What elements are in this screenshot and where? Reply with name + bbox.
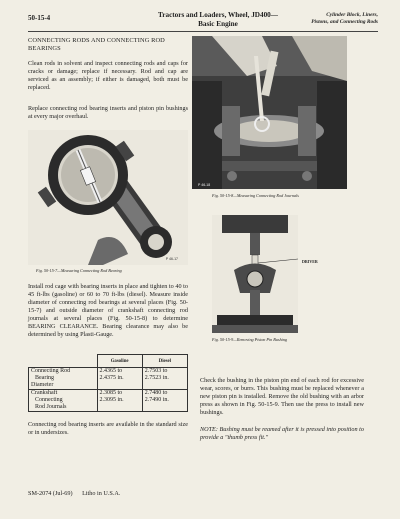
- fig7-code: P 46-17: [165, 257, 178, 261]
- table-header-diesel: Diesel: [142, 355, 187, 368]
- row-label-rod-bearing: Connecting Rod Bearing Diameter: [29, 368, 98, 390]
- figure-removing-pin-bushing: [212, 215, 298, 333]
- header-title-line1: Tractors and Loaders, Wheel, JD400—: [158, 11, 278, 19]
- table-header-row: [29, 355, 188, 368]
- section-header: [304, 12, 378, 25]
- fig7-caption: Fig. 50-15-7—Measuring Connecting Rod Bearing: [36, 268, 122, 273]
- table-header-empty: [29, 355, 98, 368]
- cell-gasoline: 2.4365 to 2.4375 in.: [97, 368, 142, 390]
- table-header-gasoline: Gasoline: [97, 355, 142, 368]
- table-row: [29, 368, 188, 390]
- table-row: [29, 390, 188, 412]
- footer-code: SM-2074 (Jul-69): [28, 490, 73, 497]
- section-header-line1: Cylinder Block, Liners,: [326, 12, 378, 18]
- paragraph-clean-rods: Clean rods in solvent and inspect connecting rods and caps for cracks or damage; replace if necessary. Rod and cap are serviced as an assembly; if either is damaged, both must be replaced.: [28, 60, 188, 91]
- paragraph-check-bushing: Check the bushing in the piston pin end of each rod for excessive wear, scores, or burrs. This bushing must be replaced whenever a new piston pin is installed. Remove the old bushing with an arbor press as shown in Fig. 50-15-9. Then use the press to install new bushings.: [200, 377, 364, 416]
- page-number: 50-15-4: [28, 14, 51, 22]
- section-header-line2: Pistons, and Connecting Rods: [311, 18, 378, 25]
- fig9-driver-label: DRIVER: [302, 259, 318, 264]
- paragraph-note-reaming: NOTE: Bushing must be reamed after it is pressed into position to provide a "thumb press fit.": [200, 426, 364, 441]
- row-label-crankshaft-journals: Crankshaft Connecting Rod Journals: [29, 390, 98, 412]
- figure-measuring-rod-bearing: [28, 130, 188, 265]
- header-title-line2: Basic Engine: [198, 20, 238, 28]
- section-title: CONNECTING RODS AND CONNECTING ROD BEARINGS: [28, 37, 165, 52]
- fig9-caption: Fig. 50-15-9—Removing Piston Pin Bushing: [212, 337, 288, 342]
- clearance-spec-table: [28, 354, 188, 412]
- fig8-code: P 46-18: [198, 183, 211, 187]
- paragraph-replace-inserts: Replace connecting rod bearing inserts and piston pin bushings at every major overhaul.: [28, 105, 188, 120]
- cell-diesel: 2.7480 to 2.7490 in.: [142, 390, 187, 412]
- page-footer: [28, 490, 120, 497]
- footer-litho: Litho in U.S.A.: [82, 490, 121, 497]
- header-rule: [28, 31, 378, 32]
- paragraph-install-rod-cage: Install rod cage with bearing inserts in place and tighten to 40 to 45 ft-lbs (gasoline) or 60 to 70 ft-lbs (diesel). Measure inside diameter of connecting rod bearings at several places (Fig. 50-15-7) and outside diameter of crankshaft connecting rod journals at several places (Fig. 50-15-8) to determine BEARING CLEARANCE. Bearing clearance may also be determined by using Plasti-Gauge.: [28, 283, 188, 338]
- cell-gasoline: 2.3085 to 2.3095 in.: [97, 390, 142, 412]
- cell-diesel: 2.7503 to 2.7523 in.: [142, 368, 187, 390]
- fig8-caption: Fig. 50-15-8—Measuring Connecting Rod Journals: [212, 193, 299, 198]
- figure-measuring-rod-journals: [192, 36, 347, 189]
- page-header-title: [118, 11, 318, 29]
- paragraph-undersizes: Connecting rod bearing inserts are available in the standard size or in undersizes.: [28, 421, 188, 436]
